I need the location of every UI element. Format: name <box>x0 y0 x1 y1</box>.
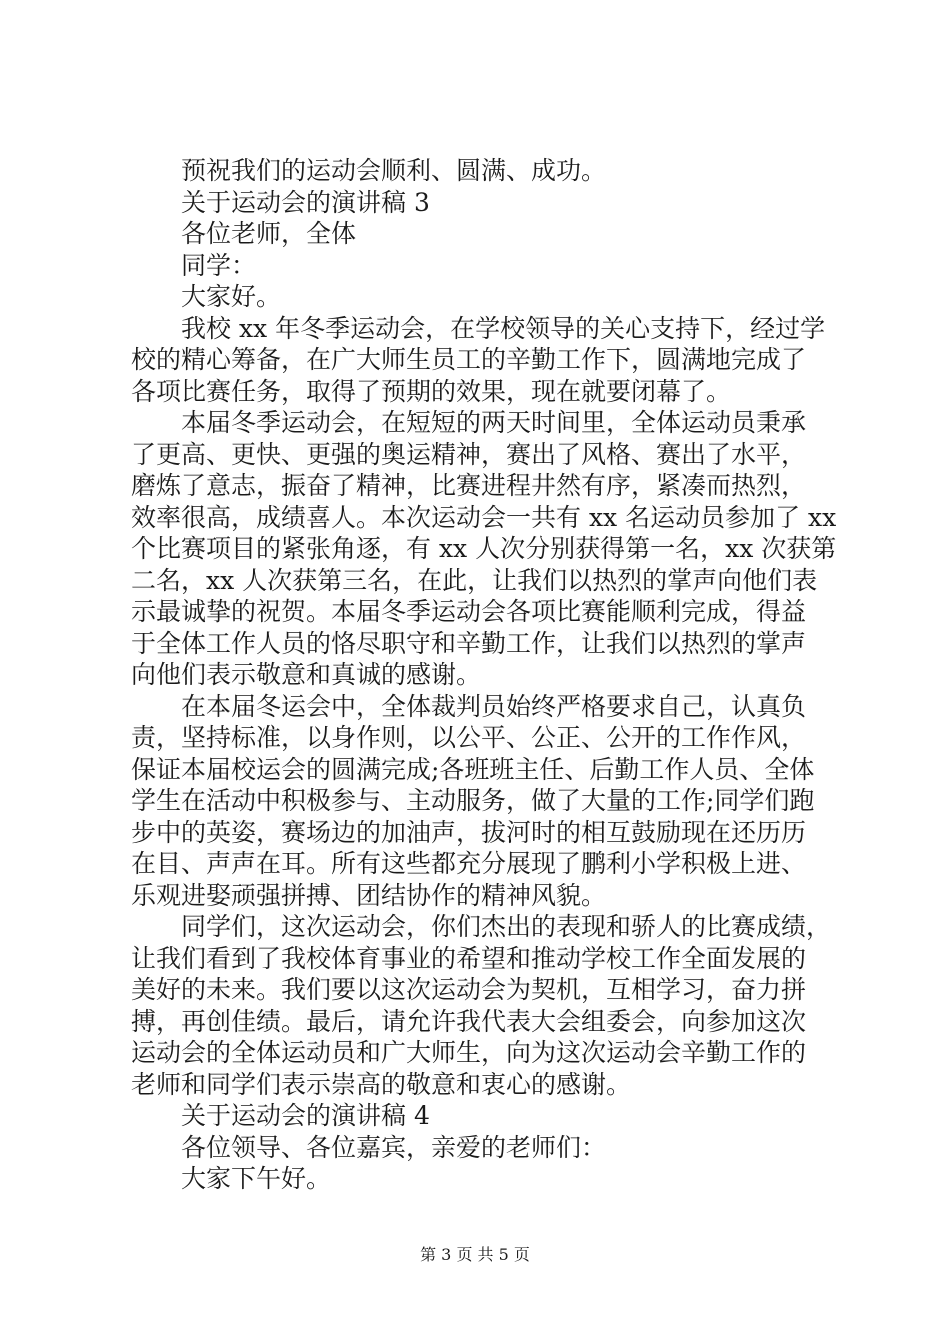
text-line: 了更高、更快、更强的奥运精神，赛出了风格、赛出了水平， <box>131 439 807 469</box>
paragraph-first-line: 本届冬季运动会，在短短的两天时间里，全体运动员秉承 <box>181 408 807 437</box>
greeting-line: 大家下午好。 <box>181 1164 332 1193</box>
salutation-line: 各位领导、各位嘉宾，亲爱的老师们： <box>181 1132 607 1162</box>
salutation-line: 同学： <box>181 250 257 280</box>
section-heading: 关于运动会的演讲稿 3 <box>181 187 430 217</box>
text-line: 二名，xx 人次获第三名，在此，让我们以热烈的掌声向他们表 <box>131 565 818 595</box>
text-line: 美好的未来。我们要以这次运动会为契机，互相学习，奋力拼 <box>131 975 807 1004</box>
text-line: 让我们看到了我校体育事业的希望和推动学校工作全面发展的 <box>131 943 807 973</box>
text-line: 效率很高，成绩喜人。本次运动会一共有 xx 名运动员参加了 xx <box>131 502 837 532</box>
text-line: 学生在活动中积极参与、主动服务，做了大量的工作;同学们跑 <box>131 786 815 815</box>
text-line: 在目、声声在耳。所有这些都充分展现了鹏利小学积极上进、 <box>131 849 807 878</box>
text-line: 老师和同学们表示崇高的敬意和衷心的感谢。 <box>131 1069 632 1099</box>
text-line: 预祝我们的运动会顺利、圆满、成功。 <box>181 156 607 185</box>
page-number-footer: 第 3 页 共 5 页 <box>420 1245 530 1264</box>
salutation-line: 各位老师，全体 <box>181 219 357 248</box>
text-line: 运动会的全体运动员和广大师生，向为这次运动会辛勤工作的 <box>131 1038 807 1067</box>
text-line: 搏，再创佳绩。最后，请允许我代表大会组委会，向参加这次 <box>131 1006 807 1036</box>
paragraph-first-line: 在本届冬运会中，全体裁判员始终严格要求自己，认真负 <box>181 691 807 721</box>
document-body <box>131 155 837 1195</box>
text-line: 各项比赛任务，取得了预期的效果，现在就要闭幕了。 <box>131 376 732 406</box>
text-line: 个比赛项目的紧张角逐，有 xx 人次分别获得第一名，xx 次获第 <box>131 534 837 563</box>
text-line: 磨炼了意志，振奋了精神，比赛进程井然有序，紧凑而热烈， <box>131 471 807 500</box>
text-line: 步中的英姿，赛场边的加油声，拔河时的相互鼓励现在还历历 <box>131 817 807 847</box>
text-line: 校的精心筹备，在广大师生员工的辛勤工作下，圆满地完成了 <box>131 345 807 374</box>
text-line: 于全体工作人员的恪尽职守和辛勤工作，让我们以热烈的掌声 <box>131 628 807 658</box>
text-line: 责，坚持标准，以身作则，以公平、公正、公开的工作作风， <box>131 723 807 752</box>
paragraph-first-line: 我校 xx 年冬季运动会，在学校领导的关心支持下，经过学 <box>181 313 826 343</box>
text-line: 乐观进娶顽强拼搏、团结协作的精神风貌。 <box>131 880 607 910</box>
greeting-line: 大家好。 <box>181 282 282 311</box>
text-line: 示最诚挚的祝贺。本届冬季运动会各项比赛能顺利完成，得益 <box>131 597 807 626</box>
text-line: 向他们表示敬意和真诚的感谢。 <box>131 660 482 689</box>
text-line: 保证本届校运会的圆满完成;各班班主任、后勤工作人员、全体 <box>131 754 815 784</box>
section-heading: 关于运动会的演讲稿 4 <box>181 1101 430 1130</box>
paragraph-first-line: 同学们，这次运动会，你们杰出的表现和骄人的比赛成绩， <box>181 912 832 941</box>
